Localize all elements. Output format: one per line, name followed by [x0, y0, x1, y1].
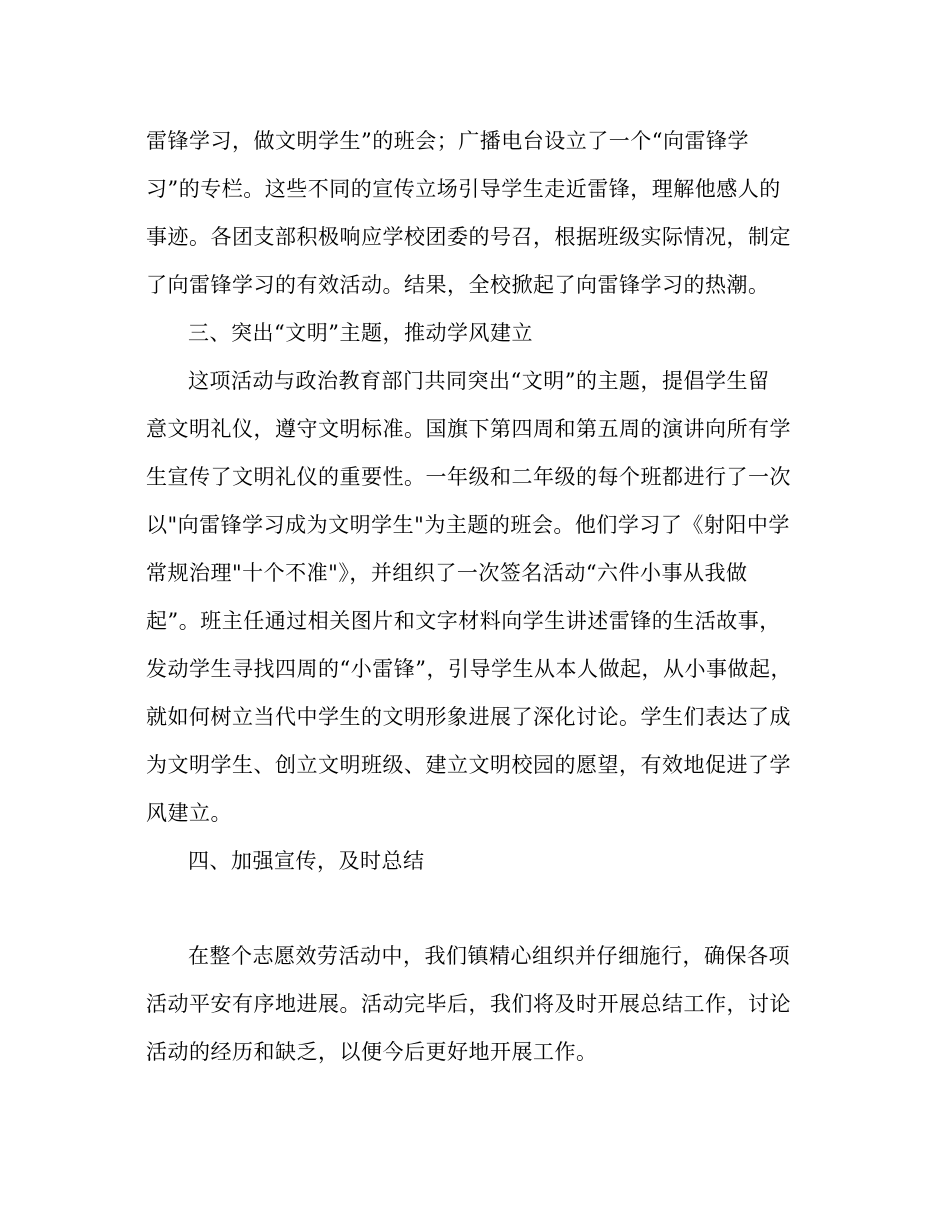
paragraph-line: 就如何树立当代中学生的文明形象进展了深化讨论。学生们表达了成 [146, 705, 791, 729]
paragraph-line: 常规治理"十个不准"》，并组织了一次签名活动“六件小事从我做 [146, 561, 748, 585]
paragraph-line: 在整个志愿效劳活动中，我们镇精心组织并仔细施行，确保各项 [188, 944, 790, 968]
paragraph-line: 生宣传了文明礼仪的重要性。一年级和二年级的每个班都进行了一次 [146, 465, 791, 489]
paragraph-line: 起”。班主任通过相关图片和文字材料向学生讲述雷锋的生活故事， [146, 609, 781, 633]
paragraph-line: 这项活动与政治教育部门共同突出“文明”的主题，提倡学生留 [188, 369, 770, 393]
paragraph-line: 雷锋学习，做文明学生”的班会；广播电台设立了一个“向雷锋学 [146, 129, 749, 153]
section-heading-4: 四、加强宣传，及时总结 [188, 849, 425, 873]
section-heading-3: 三、突出“文明”主题，推动学风建立 [188, 321, 533, 345]
paragraph-line: 风建立。 [146, 801, 232, 825]
paragraph-line: 活动平安有序地进展。活动完毕后，我们将及时开展总结工作，讨论 [146, 992, 791, 1016]
paragraph-line: 活动的经历和缺乏，以便今后更好地开展工作。 [146, 1040, 598, 1064]
paragraph-line: 为文明学生、创立文明班级、建立文明校园的愿望，有效地促进了学 [146, 753, 791, 777]
paragraph-line: 发动学生寻找四周的“小雷锋”，引导学生从本人做起，从小事做起， [146, 657, 792, 681]
paragraph-line: 了向雷锋学习的有效活动。结果，全校掀起了向雷锋学习的热潮。 [146, 273, 770, 297]
paragraph-line: 习”的专栏。这些不同的宣传立场引导学生走近雷锋，理解他感人的 [146, 177, 781, 201]
paragraph-line: 事迹。各团支部积极响应学校团委的号召，根据班级实际情况，制定 [146, 225, 791, 249]
paragraph-line: 以"向雷锋学习成为文明学生"为主题的班会。他们学习了《射阳中学 [146, 513, 790, 537]
paragraph-line: 意文明礼仪，遵守文明标准。国旗下第四周和第五周的演讲向所有学 [146, 417, 791, 441]
